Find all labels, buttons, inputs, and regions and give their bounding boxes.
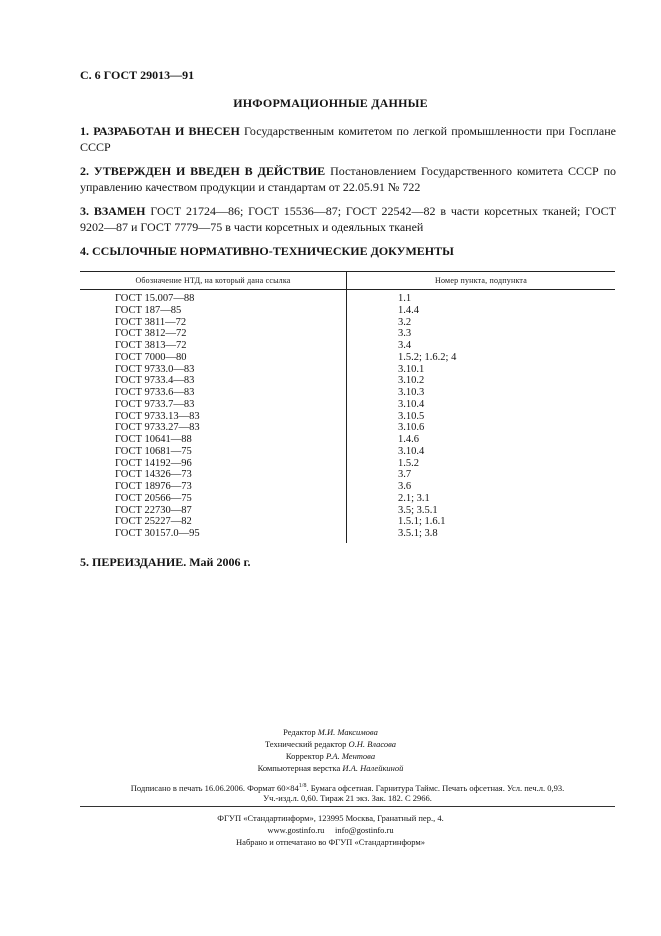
table-cell-clause: 3.3 — [398, 328, 412, 340]
table-cell-clause: 1.5.2 — [398, 457, 419, 469]
table-cell-clause: 3.10.1 — [398, 363, 425, 375]
table-cell-clause: 1.4.6 — [398, 434, 419, 445]
credit-corrector — [0, 750, 661, 762]
publisher-site-link[interactable]: www.gostinfo.ru — [267, 825, 325, 835]
table-cell-ntd: ГОСТ 187—85 — [115, 304, 182, 316]
table-cell-clause: 3.10.4 — [398, 398, 425, 410]
table-cell-clause: 3.10.6 — [398, 422, 425, 434]
table-cell-ntd: ГОСТ 15.007—88 — [115, 293, 195, 304]
table-cell-ntd: ГОСТ 18976—73 — [115, 481, 192, 492]
item-lead: ССЫЛОЧНЫЕ НОРМАТИВНО-ТЕХНИЧЕСКИЕ ДОКУМЕНТЫ — [92, 244, 454, 258]
table-cell-ntd: ГОСТ 9733.27—83 — [115, 422, 200, 434]
table-cell-ntd: ГОСТ 9733.6—83 — [115, 387, 195, 398]
footer-divider — [80, 806, 615, 807]
info-item-4 — [80, 243, 616, 259]
table-cell-clause: 2.1; 3.1 — [398, 492, 430, 504]
table-cell-ntd: ГОСТ 3813—72 — [115, 340, 187, 351]
credit-role: Редактор — [283, 727, 316, 737]
table-cell-clause: 3.10.4 — [398, 445, 425, 457]
table-cell-ntd: ГОСТ 22730—87 — [115, 504, 192, 516]
publisher-printing-note: Набрано и отпечатано во ФГУП «Стандартинформ» — [236, 837, 425, 847]
table-cell-ntd: ГОСТ 9733.13—83 — [115, 410, 200, 422]
credit-name: О.Н. Власова — [348, 739, 397, 749]
info-item-3 — [80, 203, 616, 235]
item-text: Государственным комитетом по легкой промышленности при Госплане СССР — [80, 124, 616, 154]
table-cell-clause: 1.5.1; 1.6.1 — [398, 516, 446, 528]
credit-layout — [0, 762, 661, 774]
info-item-1 — [80, 123, 616, 155]
table-column-ntd — [115, 293, 200, 540]
format-fraction: 1/8 — [298, 783, 307, 789]
table-column-clause — [398, 293, 456, 540]
credit-editor — [0, 726, 661, 738]
table-cell-ntd: ГОСТ 20566—75 — [115, 492, 192, 504]
table-header-clause: Номер пункта, подпункта — [435, 276, 527, 285]
publisher-address: ФГУП «Стандартинформ», 123995 Москва, Гранатный пер., 4. — [217, 813, 444, 823]
credit-role: Технический редактор — [264, 739, 347, 749]
item-text: Май 2006 г. — [189, 555, 251, 569]
info-item-5 — [80, 554, 616, 570]
table-cell-ntd: ГОСТ 30157.0—95 — [115, 528, 200, 539]
table-cell-ntd: ГОСТ 10681—75 — [115, 445, 192, 457]
credit-role: Компьютерная верстка — [257, 763, 341, 773]
signing-text-tail: . Бумага офсетная. Гарнитура Таймс. Печать офсетная. Усл. печ.л. 0,93. — [306, 782, 565, 793]
item-lead: ВЗАМЕН — [93, 204, 146, 218]
table-cell-ntd: ГОСТ 9733.0—83 — [115, 363, 195, 375]
table-cell-clause: 1.4.4 — [398, 304, 419, 316]
table-column-divider — [346, 271, 347, 543]
table-cell-ntd: ГОСТ 9733.7—83 — [115, 398, 195, 410]
table-cell-clause: 1.1 — [398, 293, 412, 304]
table-cell-ntd: ГОСТ 10641—88 — [115, 434, 192, 445]
section-title: ИНФОРМАЦИОННЫЕ ДАННЫЕ — [233, 96, 428, 110]
item-number: 3. — [80, 204, 89, 218]
item-text: ГОСТ 21724—86; ГОСТ 15536—87; ГОСТ 22542—82 в части корсетных тканей; ГОСТ 9202—87 и ГОСТ 7779—75 в части корсетных и одеяльных тканей — [80, 204, 617, 234]
table-cell-clause: 3.10.3 — [398, 387, 425, 398]
table-cell-ntd: ГОСТ 9733.4—83 — [115, 375, 195, 387]
table-top-rule — [80, 271, 615, 272]
table-cell-clause: 3.7 — [398, 469, 412, 481]
credit-role: Корректор — [285, 751, 324, 761]
table-cell-ntd: ГОСТ 25227—82 — [115, 516, 192, 528]
credit-name: М.И. Максимова — [317, 727, 378, 737]
table-cell-clause: 3.10.2 — [398, 375, 425, 387]
page-header: С. 6 ГОСТ 29013—91 — [80, 68, 195, 82]
table-cell-ntd: ГОСТ 14192—96 — [115, 457, 192, 469]
credit-name: Р.А. Ментова — [325, 751, 376, 761]
table-cell-ntd: ГОСТ 7000—80 — [115, 351, 187, 363]
item-lead: РАЗРАБОТАН И ВНЕСЕН — [93, 124, 240, 138]
table-cell-clause: 3.5.1; 3.8 — [398, 528, 438, 539]
table-cell-clause: 3.2 — [398, 316, 412, 328]
signing-text: Подписано в печать 16.06.2006. Формат 60×84 — [130, 782, 299, 793]
item-number: 4. — [80, 244, 89, 258]
credit-tech-editor — [0, 738, 661, 750]
item-lead: ПЕРЕИЗДАНИЕ. — [92, 555, 187, 569]
table-cell-ntd: ГОСТ 3812—72 — [115, 328, 187, 340]
table-cell-ntd: ГОСТ 14326—73 — [115, 469, 192, 481]
print-details-line: Уч.-изд.л. 0,60. Тираж 21 экз. Зак. 182. С 2966. — [263, 793, 432, 803]
item-text: Постановлением Государственного комитета СССР по управлению качеством продукции и стандартам от 22.05.91 № 722 — [80, 164, 617, 194]
item-number: 1. — [80, 124, 89, 138]
item-number: 2. — [80, 164, 89, 178]
table-cell-clause: 3.10.5 — [398, 410, 425, 422]
table-cell-clause: 3.4 — [398, 340, 412, 351]
info-item-2 — [80, 163, 616, 195]
table-cell-clause: 3.5; 3.5.1 — [398, 504, 438, 516]
item-number: 5. — [80, 555, 89, 569]
table-cell-clause: 3.6 — [398, 481, 412, 492]
table-cell-clause: 1.5.2; 1.6.2; 4 — [398, 351, 457, 363]
table-header-rule — [80, 289, 615, 290]
table-header-ntd: Обозначение НТД, на который дана ссылка — [135, 276, 291, 285]
publisher-email-link[interactable]: info@gostinfo.ru — [335, 825, 394, 835]
credit-name: И.А. Налейкиной — [342, 763, 404, 773]
item-lead: УТВЕРЖДЕН И ВВЕДЕН В ДЕЙСТВИЕ — [93, 164, 326, 178]
table-cell-ntd: ГОСТ 3811—72 — [115, 316, 187, 328]
publisher-contacts — [0, 824, 661, 836]
